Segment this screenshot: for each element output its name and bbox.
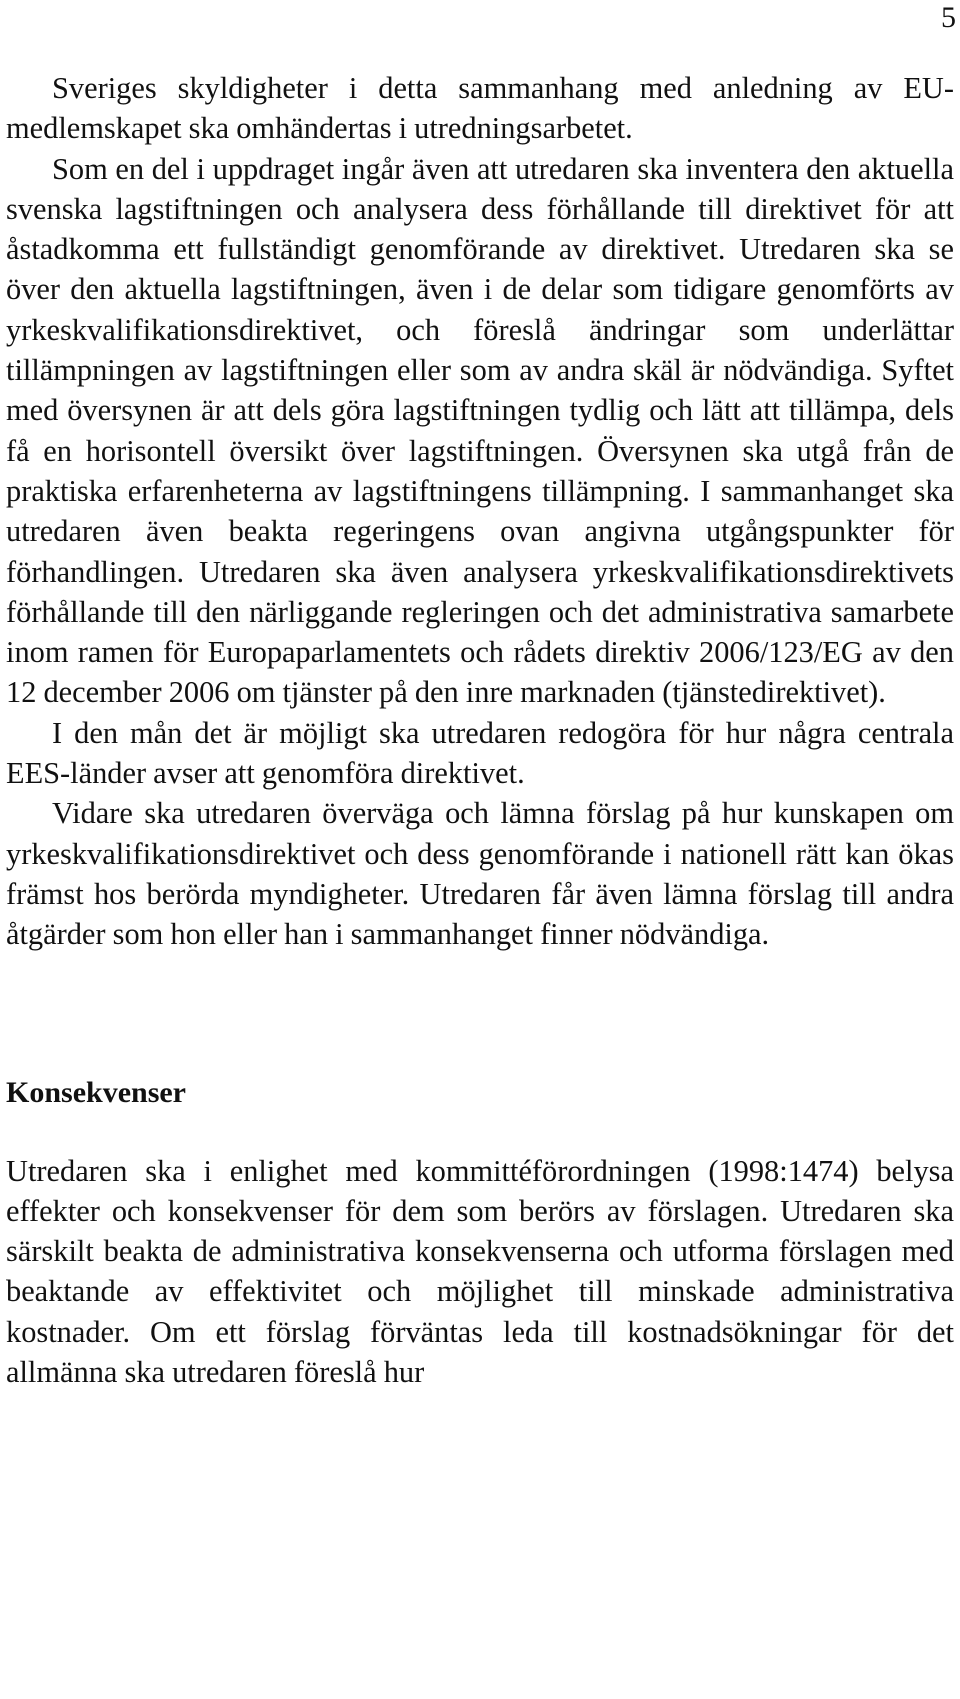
document-body: [6, 68, 954, 1392]
paragraph-ees-countries: I den mån det är möjligt ska utredaren redogöra för hur några centrala EES-länder avser att genomföra direktivet.: [6, 715, 954, 791]
paragraph-assignment-scope: Som en del i uppdraget ingår även att utredaren ska inventera den aktuella svenska lagstiftningen och analysera dess förhållande till direktivet för att åstadkomma ett fullständigt genomförande av direktivet. Utredaren ska se över den aktuella lagstiftningen, även i de delar som tidigare genomförts av yrkeskvalifikationsdirektivet, och föreslå ändringar som underlättar tillämpningen av lagstiftningen eller som av andra skäl är nödvändiga. Syftet med översynen är att dels göra lagstiftningen tydlig och lätt att tillämpa, dels få en horisontell översikt över lagstiftningen. Översynen ska utgå från de praktiska erfarenheterna av lagstiftningens tillämpning. I sammanhanget ska utredaren även beakta regeringens ovan angivna utgångspunkter för förhandlingen. Utredaren ska även analysera yrkeskvalifikationsdirektivets förhållande till den närliggande regleringen och det administrativa samarbete inom ramen för Europaparlamentets och rådets direktiv 2006/123/EG av den 12 december 2006 om tjänster på den inre marknaden (tjänstedirektivet).: [6, 151, 954, 710]
paragraph-eu-obligations: Sveriges skyldigheter i detta sammanhang med anledning av EU-medlemskapet ska omhändertas i utredningsarbetet.: [6, 71, 954, 146]
paragraph-knowledge-proposals: Vidare ska utredaren överväga och lämna förslag på hur kunskapen om yrkeskvalifikationsdirektivet och dess genomförande i nationell rätt kan ökas främst hos berörda myndigheter. Utredaren får även lämna förslag till andra åtgärder som hon eller han i sammanhanget finner nödvändiga.: [6, 796, 954, 952]
section-heading-konsekvenser: Konsekvenser: [6, 1075, 186, 1109]
section-spacer: [6, 955, 954, 1073]
paragraph-consequences: Utredaren ska i enlighet med kommittéförordningen (1998:1474) belysa effekter och konsekvenser för dem som berörs av förslagen. Utredaren ska särskilt beakta de administrativa konsekvenserna och utforma förslagen med beaktande av effektivitet och möjlighet till minskade administrativa kostnader. Om ett förslag förväntas leda till kostnadsökningar för det allmänna ska utredaren föreslå hur: [6, 1153, 954, 1390]
page-number: 5: [941, 1, 956, 34]
heading-spacer: [6, 1113, 954, 1151]
